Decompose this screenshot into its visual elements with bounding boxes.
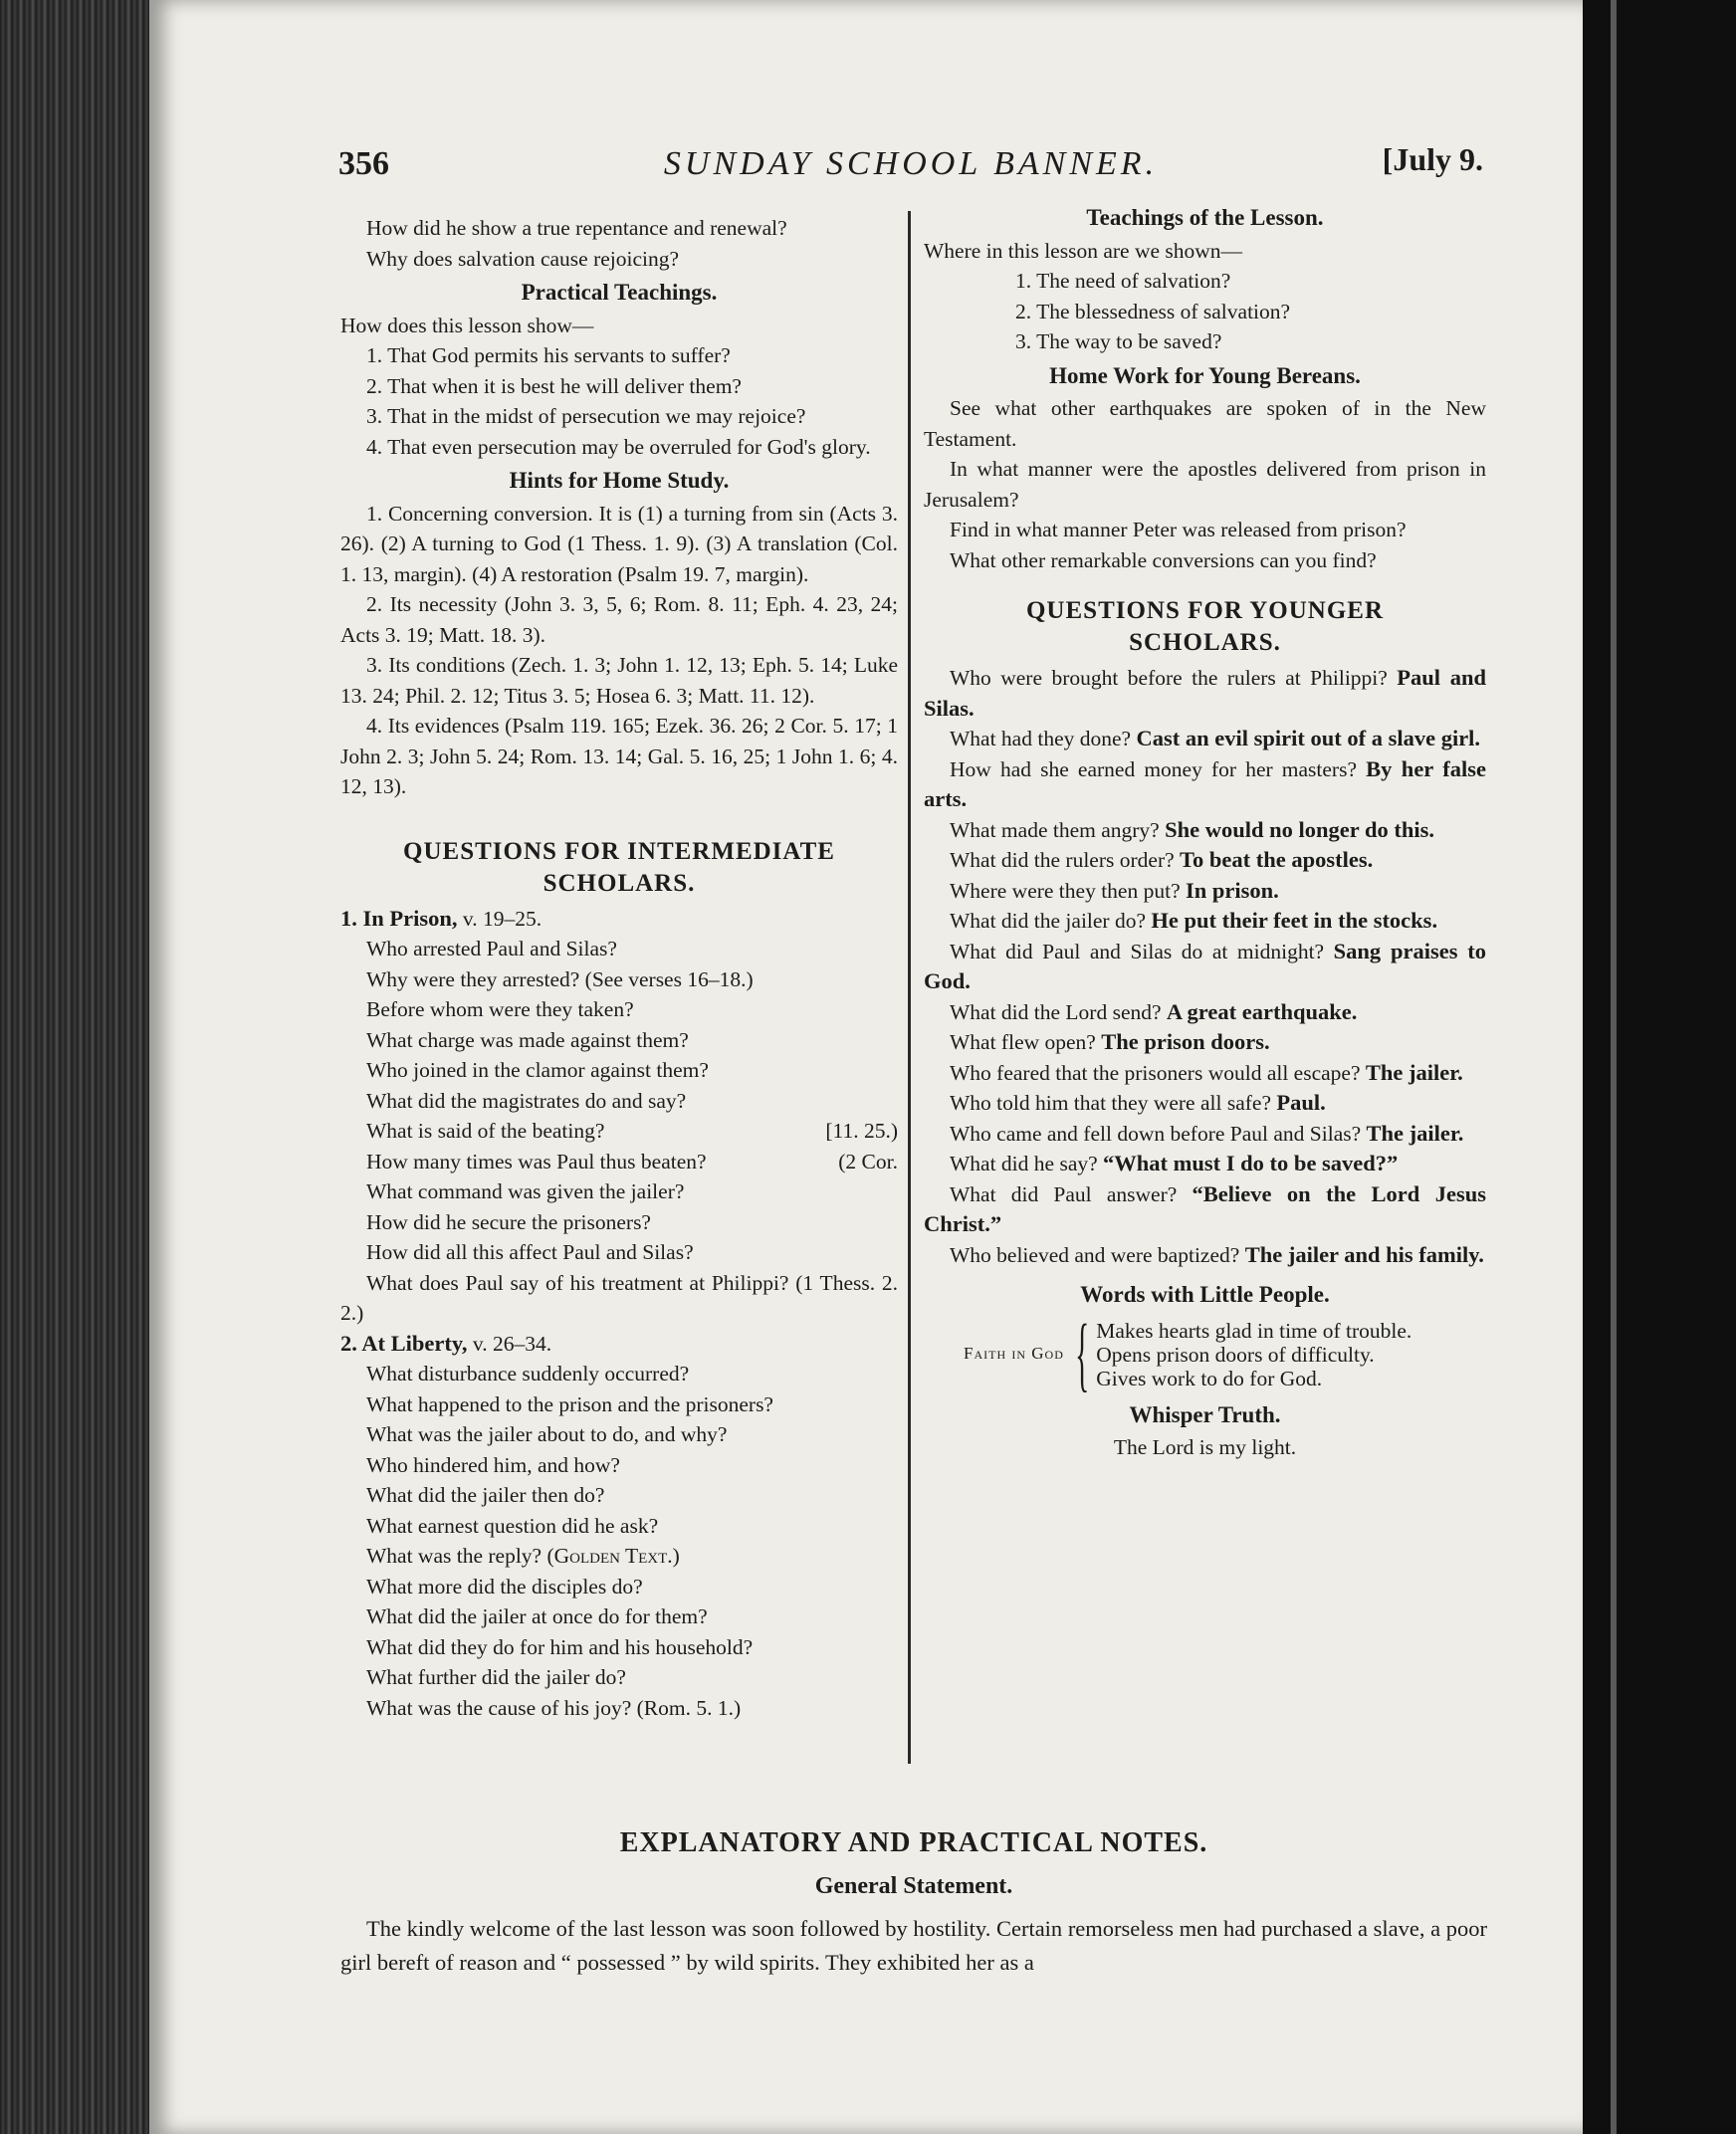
qa-question: Who were brought before the rulers at Philippi? — [950, 666, 1388, 690]
faith-in-god-block — [964, 1307, 1486, 1400]
qa-item — [924, 1179, 1486, 1240]
qa-answer: Cast an evil spirit out of a slave girl. — [1136, 726, 1481, 750]
qa-answer: Paul and Silas. — [924, 665, 1487, 721]
question: What disturbance suddenly occurred? — [366, 1362, 690, 1386]
list-item: 1. That God permits his servants to suffer? — [366, 343, 731, 367]
question: Why were they arrested? (See verses 16–18.) — [366, 966, 754, 991]
qa-item — [924, 754, 1486, 815]
section-heading-whisper: Whisper Truth. — [1129, 1401, 1281, 1427]
general-statement-text: The kindly welcome of the last lesson was soon followed by hostility. Certain remorseless men had purchased a slave, a poor girl bereft of reason and “ possessed ” by wild spirits. They exhibited her as a — [340, 1916, 1487, 1975]
section-heading-words: Words with Little People. — [1080, 1282, 1330, 1307]
issue-date: [July 9. — [1382, 141, 1483, 177]
question: What was the cause of his joy? (Rom. 5. 1.) — [366, 1695, 742, 1720]
hint-item: 1. Concerning conversion. It is (1) a turning from sin (Acts 3. 26). (2) A turning to God (1 Thess. 1. 9). (3) A translation (Col. 1. 13, margin). (4) A restoration (Psalm 19. 7, margin). — [340, 501, 898, 586]
question: What charge was made against them? — [366, 1027, 689, 1052]
qa-question: Who believed and were baptized? — [950, 1242, 1240, 1267]
faith-item: Opens prison doors of difficulty. — [1096, 1342, 1375, 1367]
qa-question: What did the jailer do? — [950, 909, 1147, 933]
section-heading-younger: QUESTIONS FOR YOUNGER SCHOLARS. — [1025, 597, 1384, 656]
qa-item — [924, 937, 1486, 997]
younger-qa-list — [924, 663, 1486, 1270]
qa-item — [924, 997, 1486, 1028]
qa-answer: The jailer and his family. — [1244, 1241, 1484, 1267]
question: How did he show a true repentance and renewal? — [366, 216, 787, 240]
qa-answer: Sang praises to God. — [924, 938, 1486, 993]
general-statement-heading: General Statement. — [814, 1873, 1013, 1899]
qa-answer: To beat the apostles. — [1180, 847, 1374, 872]
qa-question: What did the Lord send? — [950, 999, 1162, 1024]
question: What did the jailer at once do for them? — [366, 1604, 708, 1628]
question: Who hindered him, and how? — [366, 1452, 620, 1477]
list-item: 2. The blessedness of salvation? — [1015, 299, 1291, 323]
qa-question: What did Paul answer? — [950, 1181, 1178, 1206]
qa-item — [924, 906, 1486, 937]
question: What is said of the beating? — [366, 1119, 605, 1143]
qa-answer: The jailer. — [1365, 1059, 1463, 1085]
question: What happened to the prison and the prisoners? — [366, 1391, 773, 1416]
question: Before whom were they taken? — [366, 997, 634, 1021]
faith-label: Faith in God — [964, 1344, 1064, 1364]
notes-heading: EXPLANATORY AND PRACTICAL NOTES. — [619, 1827, 1208, 1858]
question: What command was given the jailer? — [366, 1179, 685, 1203]
notes-section — [340, 1827, 1487, 1980]
question: Who arrested Paul and Silas? — [366, 937, 617, 960]
list-item: 3. That in the midst of persecution we may rejoice? — [366, 404, 806, 428]
homework-item: Find in what manner Peter was released from prison? — [950, 518, 1407, 541]
qa-item — [924, 1027, 1486, 1058]
hint-item: 4. Its evidences (Psalm 119. 165; Ezek. 36. 26; 2 Cor. 5. 17; 1 John 2. 3; John 5. 24; Rom. 13. 14; Gal. 5. 16, 25; 1 John 1. 6; 4. 12, 13). — [340, 714, 898, 798]
qa-item — [924, 845, 1486, 876]
qa-answer: “What must I do to be saved?” — [1103, 1151, 1399, 1175]
page-number: 356 — [338, 145, 389, 182]
question: What did the magistrates do and say? — [366, 1088, 687, 1113]
qa-answer: In prison. — [1185, 877, 1279, 903]
overflow-ref: (2 Cor. — [838, 1149, 898, 1174]
qa-question: What had they done? — [950, 727, 1132, 750]
list-item: 1. The need of salvation? — [1015, 269, 1231, 293]
section-heading-practical-teachings: Practical Teachings. — [521, 280, 718, 305]
column-rule — [908, 211, 911, 1764]
qa-question: Who came and fell down before Paul and Silas? — [950, 1121, 1362, 1146]
question: How did all this affect Paul and Silas? — [366, 1240, 694, 1264]
question: Who joined in the clamor against them? — [366, 1058, 709, 1082]
question: What was the reply? ( — [366, 1544, 554, 1568]
question: How did he secure the prisoners? — [366, 1209, 651, 1234]
periodical-title: SUNDAY SCHOOL BANNER. — [663, 145, 1159, 182]
qa-answer: The prison doors. — [1101, 1029, 1270, 1054]
qa-question: What flew open? — [950, 1030, 1096, 1054]
qa-answer: A great earthquake. — [1166, 998, 1358, 1024]
qa-question: What did the rulers order? — [950, 848, 1175, 872]
section-heading-hints: Hints for Home Study. — [509, 468, 730, 493]
qa-item — [924, 1088, 1486, 1119]
faith-item: Makes hearts glad in time of trouble. — [1096, 1318, 1412, 1343]
qa-item — [924, 1119, 1486, 1150]
qa-question: Where were they then put? — [950, 878, 1181, 903]
question-row — [340, 1116, 898, 1147]
golden-text-label: Golden Text — [553, 1544, 668, 1568]
list-item: 2. That when it is best he will deliver them? — [366, 373, 742, 398]
question: What earnest question did he ask? — [366, 1513, 659, 1538]
question-golden-text — [340, 1541, 898, 1572]
question: What more did the disciples do? — [366, 1574, 643, 1599]
right-column — [924, 199, 1486, 1463]
hint-item: 2. Its necessity (John 3. 3, 5, 6; Rom. 8. 11; Eph. 4. 23, 24; Acts 3. 19; Matt. 18. 3). — [340, 592, 898, 647]
section-heading-intermediate: QUESTIONS FOR INTERMEDIATE SCHOLARS. — [403, 837, 835, 897]
qa-question: How had she earned money for her masters? — [950, 756, 1358, 781]
qa-answer: The jailer. — [1366, 1120, 1464, 1146]
hint-item: 3. Its conditions (Zech. 1. 3; John 1. 12, 13; Eph. 5. 14; Luke 13. 24; Phil. 2. 12; Titus 3. 5; Hosea 6. 3; Matt. 11. 12). — [340, 653, 898, 708]
qa-answer: She would no longer do this. — [1165, 816, 1435, 842]
qa-item — [924, 663, 1486, 724]
faith-item: Gives work to do for God. — [1096, 1366, 1323, 1390]
book-binding — [0, 0, 149, 2134]
question: How many times was Paul thus beaten? — [366, 1149, 707, 1174]
question: What did they do for him and his household? — [366, 1634, 754, 1659]
qa-answer: Paul. — [1276, 1090, 1326, 1115]
page-edge — [1611, 0, 1617, 2134]
qa-item — [924, 815, 1486, 846]
qa-answer: “Believe on the Lord Jesus Christ.” — [924, 1180, 1487, 1236]
faith-list — [1096, 1319, 1411, 1390]
qa-item — [924, 1240, 1486, 1271]
punctuation: .) — [667, 1544, 680, 1568]
qa-item — [924, 1058, 1486, 1089]
facing-page-shadow — [1583, 0, 1736, 2134]
qa-answer: He put their feet in the stocks. — [1151, 908, 1438, 933]
question: What did the jailer then do? — [366, 1483, 605, 1507]
qa-answer: By her false arts. — [924, 755, 1487, 811]
qa-item — [924, 724, 1486, 754]
qa-question: What did he say? — [950, 1152, 1098, 1175]
list-item: 4. That even persecution may be overruled for God's glory. — [366, 434, 871, 459]
question: What does Paul say of his treatment at Philippi? (1 Thess. 2. 2.) — [340, 1270, 898, 1325]
left-column — [340, 213, 898, 1723]
lead-line: Where in this lesson are we shown— — [924, 238, 1243, 263]
verse-ref: v. 26–34. — [467, 1331, 552, 1356]
overflow-ref: [11. 25.) — [825, 1119, 898, 1143]
homework-item: What other remarkable conversions can you find? — [950, 547, 1377, 572]
qa-question: What made them angry? — [950, 817, 1160, 842]
section-heading-home-work: Home Work for Young Bereans. — [1049, 362, 1361, 388]
subsection-at-liberty — [340, 1329, 898, 1360]
qa-question: What did Paul and Silas do at midnight? — [950, 939, 1325, 963]
whisper-text: The Lord is my light. — [1113, 1435, 1297, 1459]
verse-ref: v. 19–25. — [457, 906, 542, 931]
list-item: 3. The way to be saved? — [1015, 329, 1222, 353]
subsection-title: 2. At Liberty, — [340, 1330, 468, 1356]
subsection-in-prison — [340, 904, 898, 935]
running-header — [338, 137, 1483, 187]
homework-item: See what other earthquakes are spoken of in the New Testament. — [924, 396, 1486, 451]
qa-item — [924, 1149, 1486, 1179]
section-heading-teachings: Teachings of the Lesson. — [1086, 205, 1324, 230]
question: Why does salvation cause rejoicing? — [366, 246, 680, 271]
qa-item — [924, 876, 1486, 907]
qa-question: Who told him that they were all safe? — [950, 1091, 1271, 1115]
question: What further did the jailer do? — [366, 1665, 626, 1689]
brace-glyph: { — [1074, 1307, 1090, 1400]
subsection-title: 1. In Prison, — [340, 905, 458, 931]
homework-item: In what manner were the apostles delivered from prison in Jerusalem? — [924, 457, 1486, 512]
lead-line: How does this lesson show— — [340, 313, 594, 337]
question: What was the jailer about to do, and why? — [366, 1422, 728, 1446]
question-row — [340, 1147, 898, 1177]
qa-question: Who feared that the prisoners would all escape? — [950, 1060, 1361, 1085]
